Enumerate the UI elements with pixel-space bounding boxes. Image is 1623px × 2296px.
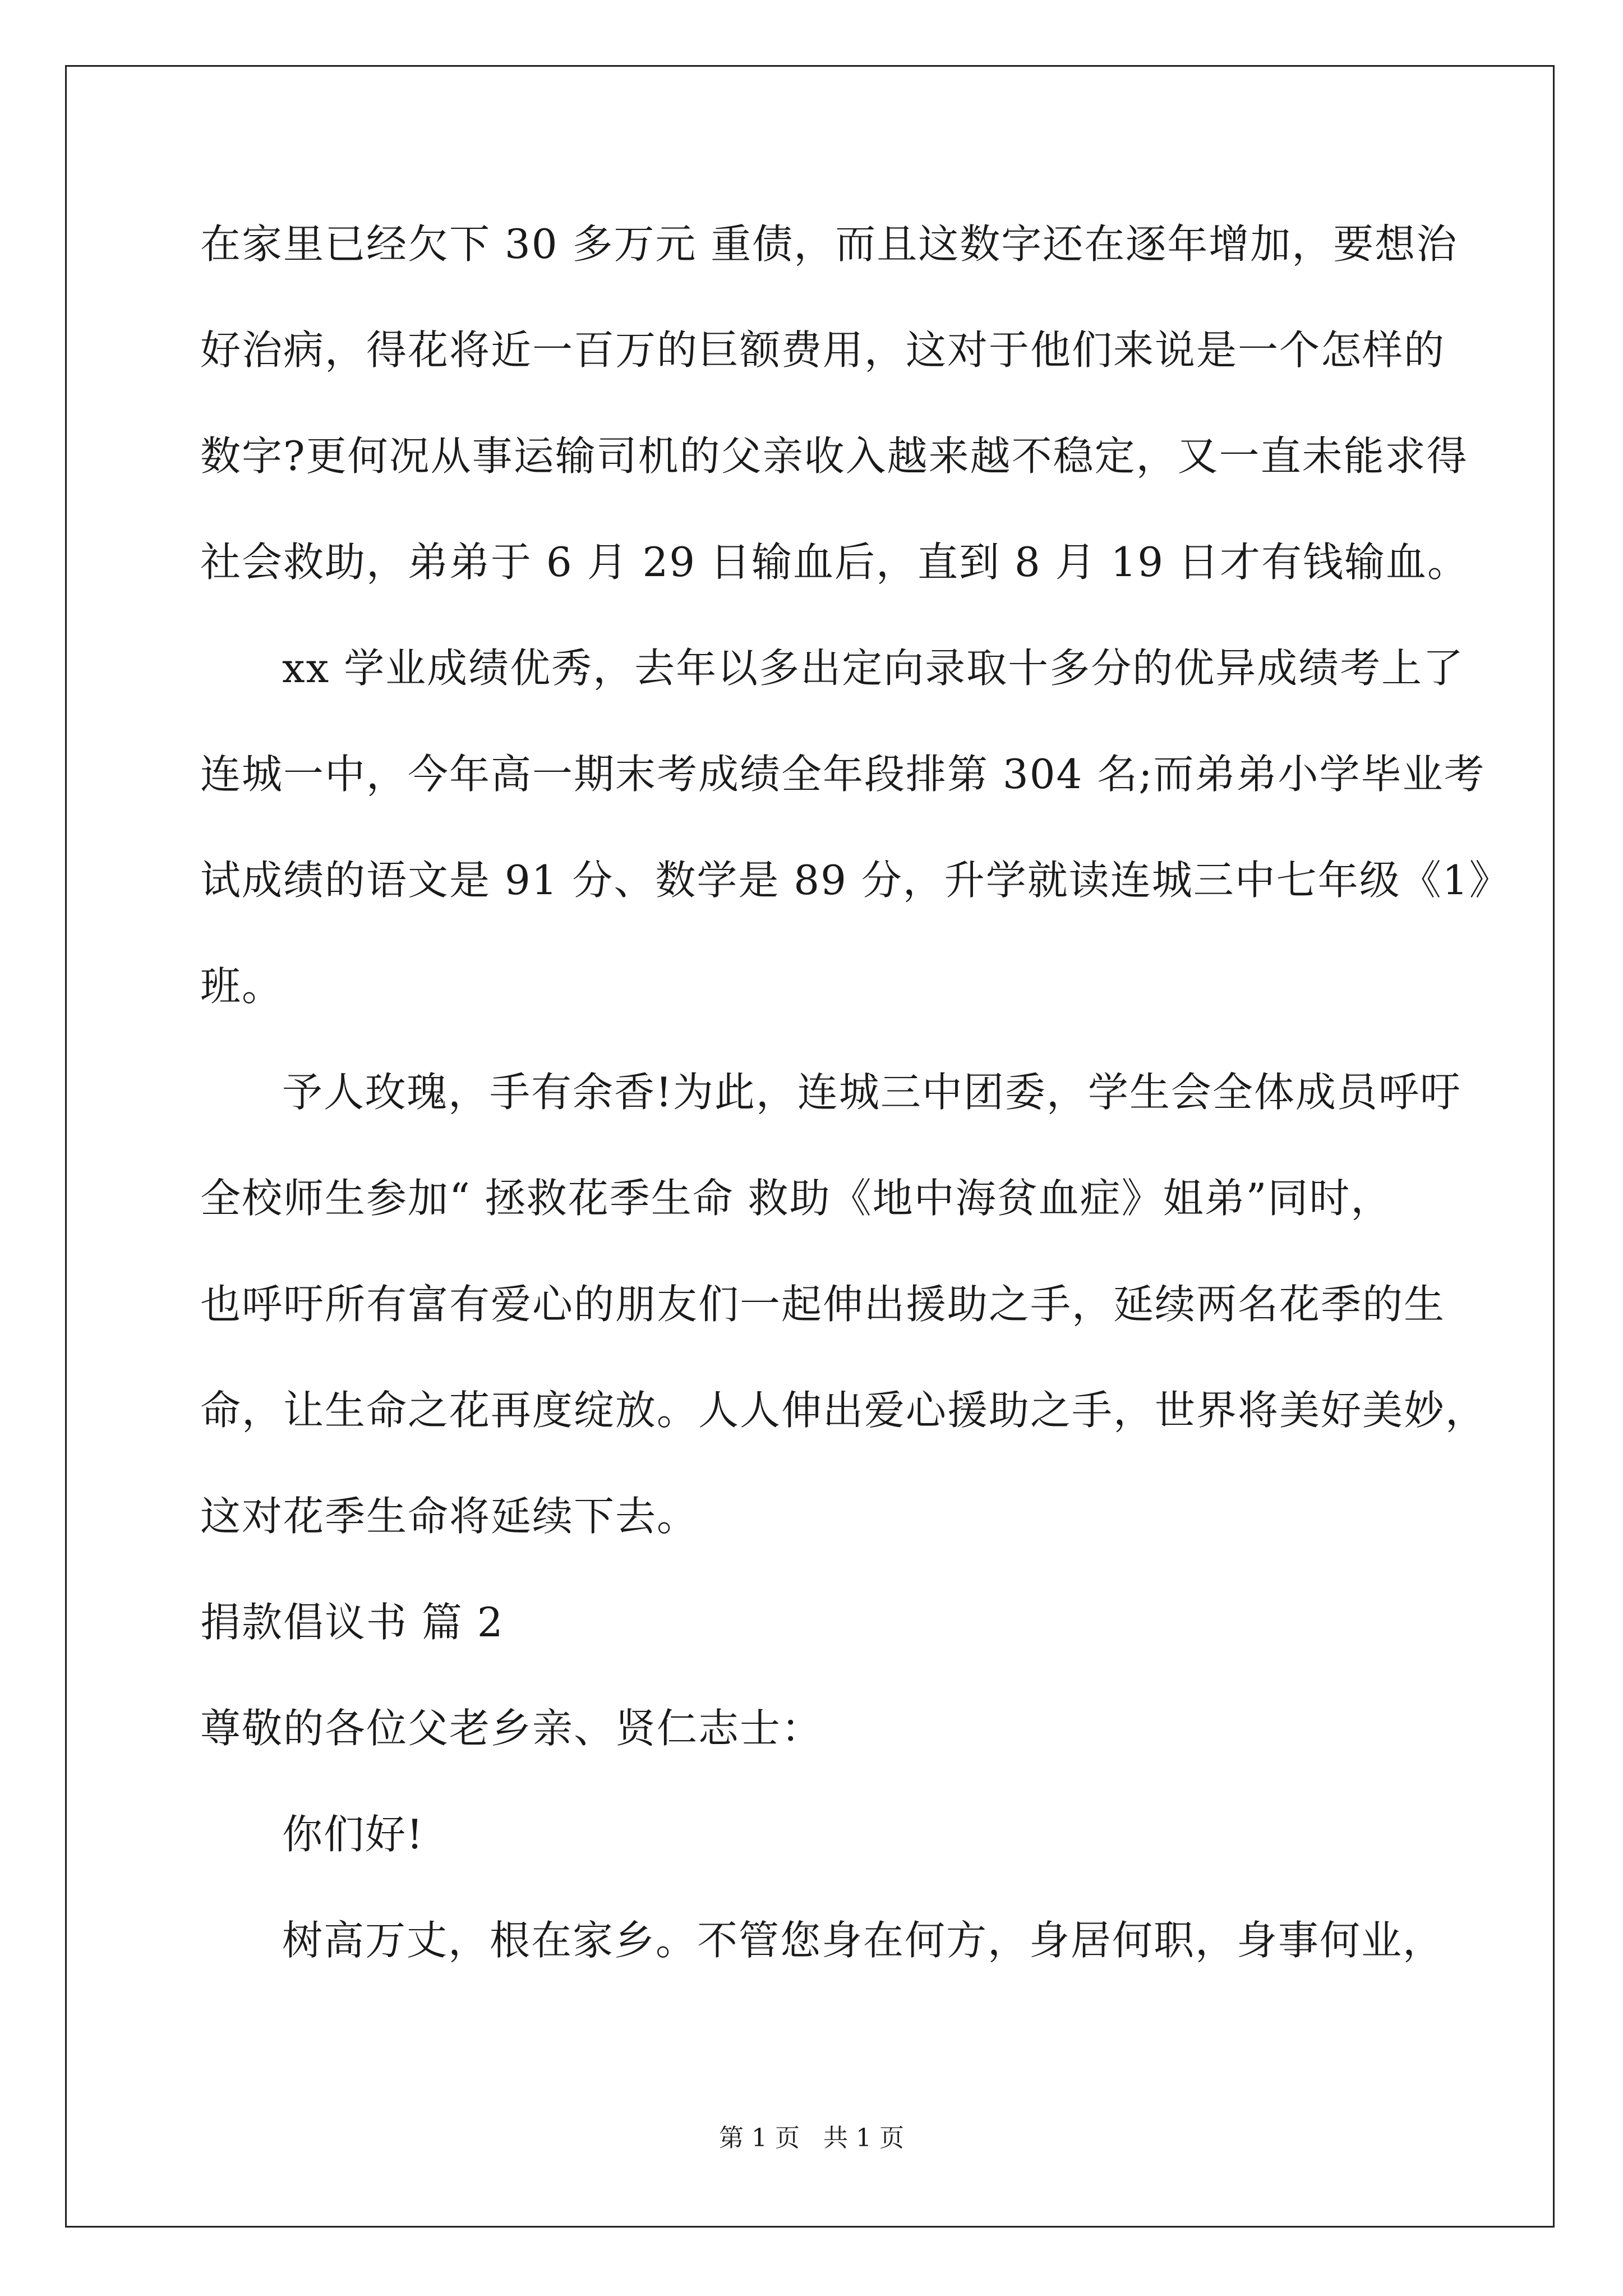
greeting: 你们好! [282, 1811, 424, 1858]
paragraph-line: 好治病，得花将近一百万的巨额费用，这对于他们来说是一个怎样的 [200, 326, 1446, 374]
salutation: 尊敬的各位父老乡亲、贤仁志士： [200, 1705, 823, 1752]
paragraph-line: 予人玫瑰，手有余香!为此，连城三中团委，学生会全体成员呼吁 [282, 1069, 1461, 1116]
page-border [65, 65, 1555, 2228]
paragraph-line: 连城一中，今年高一期末考成绩全年段排第 304 名;而弟弟小学毕业考 [200, 751, 1486, 798]
paragraph-line: 社会救助，弟弟于 6 月 29 日输血后，直到 8 月 19 日才有钱输血。 [200, 539, 1469, 586]
paragraph-line: 也呼吁所有富有爱心的朋友们一起伸出援助之手，延续两名花季的生 [200, 1281, 1446, 1328]
paragraph-line: 试成绩的语文是 91 分、数学是 89 分，升学就读连城三中七年级《1》 [200, 857, 1511, 904]
paragraph-line: xx 学业成绩优秀，去年以多出定向录取十多分的优异成绩考上了 [282, 645, 1465, 692]
paragraph-line: 数字?更何况从事运输司机的父亲收入越来越不稳定，又一直未能求得 [200, 432, 1468, 480]
paragraph-line: 这对花季生命将延续下去。 [200, 1493, 699, 1540]
section-heading: 捐款倡议书 篇 2 [200, 1599, 504, 1646]
paragraph-line: 全校师生参加“ 拯救花季生命 救助《地中海贫血症》姐弟”同时， [200, 1175, 1393, 1222]
paragraph-line: 班。 [200, 963, 284, 1010]
paragraph-line: 在家里已经欠下 30 多万元 重债，而且这数字还在逐年增加，要想治 [200, 220, 1458, 268]
page-footer: 第 1 页 共 1 页 [719, 2124, 904, 2152]
paragraph-line: 命，让生命之花再度绽放。人人伸出爱心援助之手，世界将美好美妙， [200, 1387, 1487, 1434]
paragraph-line: 树高万丈，根在家乡。不管您身在何方，身居何职，身事何业， [282, 1917, 1445, 1964]
